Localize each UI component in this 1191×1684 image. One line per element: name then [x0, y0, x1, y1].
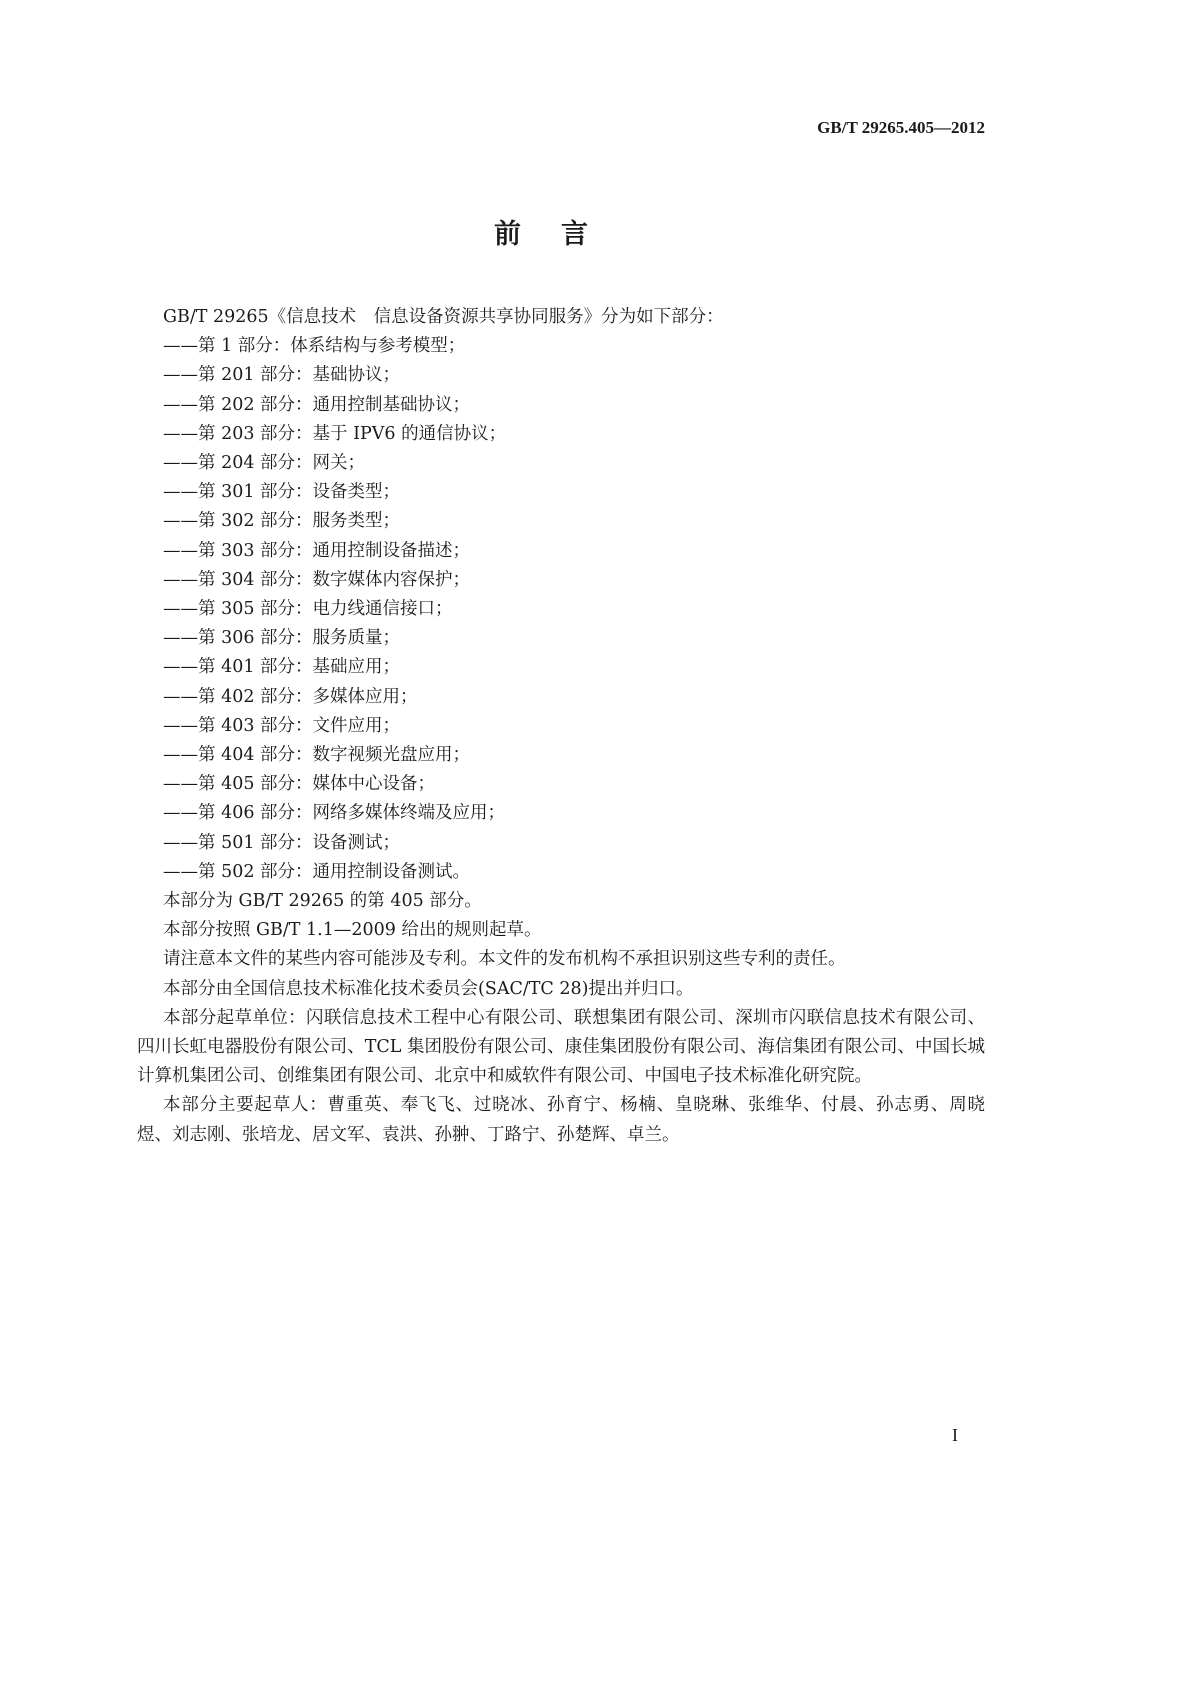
list-item: ——第 303 部分：通用控制设备描述；: [163, 540, 471, 561]
list-item: ——第 501 部分：设备测试；: [163, 832, 401, 853]
list-item: ——第 302 部分：服务类型；: [163, 511, 401, 532]
paragraph: 本部分由全国信息技术标准化技术委员会(SAC/TC 28)提出并归口。: [163, 978, 694, 999]
paragraph: 请注意本文件的某些内容可能涉及专利。本文件的发布机构不承担识别这些专利的责任。: [163, 949, 846, 970]
list-item: ——第 201 部分：基础协议；: [163, 365, 401, 386]
list-item: ——第 402 部分：多媒体应用；: [163, 686, 418, 707]
list-item: ——第 406 部分：网络多媒体终端及应用；: [163, 803, 506, 824]
parts-list: [137, 332, 985, 887]
list-item: ——第 301 部分：设备类型；: [163, 482, 401, 503]
paragraphs: [137, 887, 985, 1150]
foreword-body: [137, 303, 985, 1150]
list-item: ——第 204 部分：网关；: [163, 453, 366, 474]
list-item: ——第 502 部分：通用控制设备测试。: [163, 861, 471, 882]
list-item: ——第 404 部分：数字视频光盘应用；: [163, 745, 471, 766]
page-number: I: [952, 1425, 958, 1445]
list-item: ——第 304 部分：数字媒体内容保护；: [163, 569, 471, 590]
list-item: ——第 401 部分：基础应用；: [163, 657, 401, 678]
paragraph: 本部分为 GB/T 29265 的第 405 部分。: [163, 891, 482, 912]
paragraph: 本部分起草单位：闪联信息技术工程中心有限公司、联想集团有限公司、深圳市闪联信息技术有限公司、四川长虹电器股份有限公司、TCL 集团股份有限公司、康佳集团股份有限公司、海信集团有限公司、中国长城计算机集团公司、创维集团有限公司、北京中和威软件有限公司、中国电子技术标准化研究院。: [137, 1007, 985, 1087]
list-item: ——第 405 部分：媒体中心设备；: [163, 774, 436, 795]
list-item: ——第 305 部分：电力线通信接口；: [163, 599, 453, 620]
list-item: ——第 203 部分：基于 IPV6 的通信协议；: [163, 423, 507, 444]
paragraph: 本部分主要起草人：曹重英、奉飞飞、过晓冰、孙育宁、杨楠、皇晓琳、张维华、付晨、孙志勇、周晓煜、刘志刚、张培龙、居文军、袁洪、孙翀、丁路宁、孙楚辉、卓兰。: [137, 1095, 985, 1145]
list-item: ——第 306 部分：服务质量；: [163, 628, 401, 649]
page-title: 前言: [494, 219, 628, 250]
intro-paragraph: GB/T 29265《信息技术 信息设备资源共享协同服务》分为如下部分：: [163, 307, 724, 327]
list-item: ——第 202 部分：通用控制基础协议；: [163, 394, 471, 415]
paragraph: 本部分按照 GB/T 1.1—2009 给出的规则起草。: [163, 920, 542, 941]
list-item: ——第 1 部分：体系结构与参考模型；: [163, 336, 466, 357]
standard-number: GB/T 29265.405—2012: [817, 118, 985, 137]
list-item: ——第 403 部分：文件应用；: [163, 715, 401, 736]
